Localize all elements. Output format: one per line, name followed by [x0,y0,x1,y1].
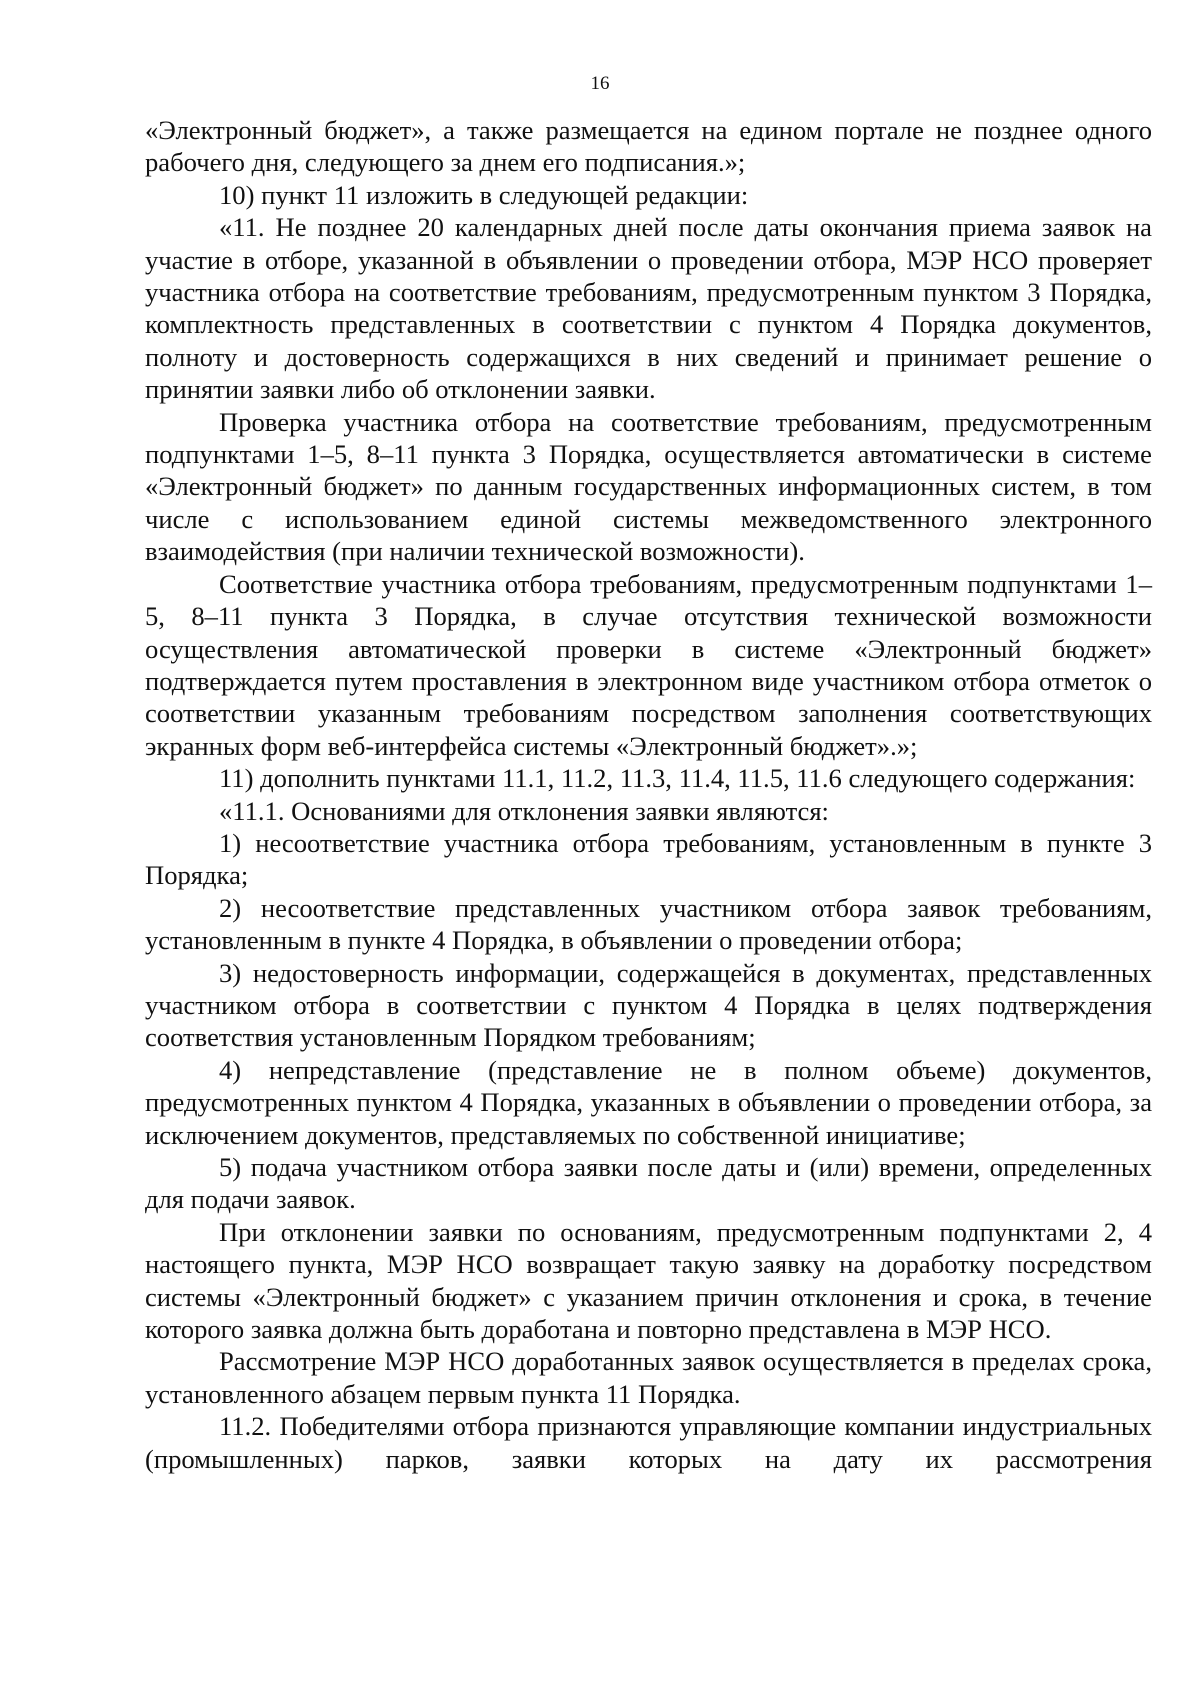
document-body [145,114,1152,1475]
paragraph-compliance: Соответствие участника отбора требованиям, предусмотренным подпунктами 1–5, 8–11 пункта 3 Порядка, в случае отсутствия технической возможности осуществления автоматической проверки в системе «Электронный бюджет» подтверждается путем проставления в электронном виде участником отбора отметок о соответствии указанным требованиям посредством заполнения соответствующих экранных форм веб-интерфейса системы «Электронный бюджет».»; [145,568,1152,761]
paragraph-ground-4: 4) непредставление (представление не в полном объеме) документов, предусмотренных пунктом 4 Порядка, указанных в объявлении о проведении отбора, за исключением документов, представляемых по собственной инициативе; [145,1054,1152,1150]
paragraph-automatic-check: Проверка участника отбора на соответствие требованиям, предусмотренным подпунктами 1–5, 8–11 пункта 3 Порядка, осуществляется автоматически в системе «Электронный бюджет» по данным государственных информационных систем, в том числе с использованием единой системы межведомственного электронного взаимодействия (при наличии технической возможности). [145,406,1152,567]
paragraph-clause-11-1: «11.1. Основаниями для отклонения заявки являются: [219,795,829,826]
paragraph-ground-3: 3) недостоверность информации, содержащейся в документах, представленных участником отбора в соответствии с пунктом 4 Порядка в целях подтверждения соответствия установленным Порядком требованиям; [145,957,1152,1053]
paragraph-item-11: 11) дополнить пунктами 11.1, 11.2, 11.3, 11.4, 11.5, 11.6 следующего содержания: [219,763,1136,794]
paragraph-return-for-revision: При отклонении заявки по основаниям, предусмотренным подпунктами 2, 4 настоящего пункта, МЭР НСО возвращает такую заявку на доработку посредством системы «Электронный бюджет» с указанием причин отклонения и срока, в течение которого заявка должна быть доработана и повторно представлена в МЭР НСО. [145,1216,1152,1345]
paragraph-clause-11-2: 11.2. Победителями отбора признаются управляющие компании индустриальных (промышленных) парков, заявки которых на дату их рассмотрения [145,1411,1152,1474]
page-number: 16 [590,73,610,94]
paragraph-continuation: «Электронный бюджет», а также размещается на едином портале не позднее одного рабочего дня, следующего за днем его подписания.»; [145,115,1152,178]
paragraph-review-term: Рассмотрение МЭР НСО доработанных заявок осуществляется в пределах срока, установленного абзацем первым пункта 11 Порядка. [145,1346,1152,1409]
paragraph-ground-1: 1) несоответствие участника отбора требованиям, установленным в пункте 3 Порядка; [145,827,1152,891]
paragraph-ground-5: 5) подача участником отбора заявки после даты и (или) времени, определенных для подачи заявок. [145,1152,1152,1215]
paragraph-clause-11: «11. Не позднее 20 календарных дней после даты окончания приема заявок на участие в отборе, указанной в объявлении о проведении отбора, МЭР НСО проверяет участника отбора на соответствие требованиям, предусмотренным пунктом 3 Порядка, комплектность представленных в соответствии с пунктом 4 Порядка документов, полноту и достоверность содержащихся в них сведений и принимает решение о принятии заявки либо об отклонении заявки. [145,212,1152,405]
paragraph-ground-2: 2) несоответствие представленных участником отбора заявок требованиям, установленным в пункте 4 Порядка, в объявлении о проведении отбора; [145,892,1152,956]
paragraph-item-10: 10) пункт 11 изложить в следующей редакции: [219,179,749,210]
